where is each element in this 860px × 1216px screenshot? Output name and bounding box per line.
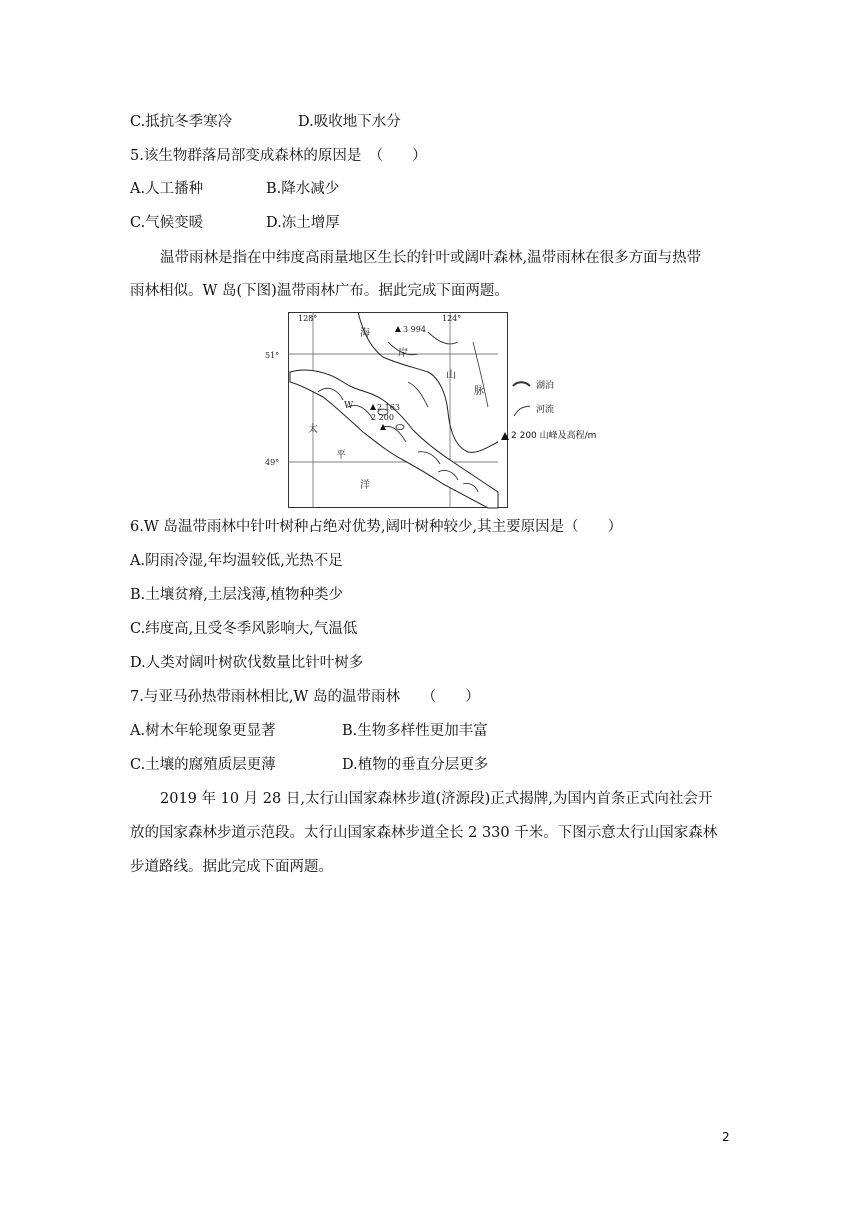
map-peak-3994: 3 994 <box>403 325 426 334</box>
legend-lake: 湖泊 <box>536 381 555 391</box>
q6-stem: 6.W 岛温带雨林中针叶树种占绝对优势,阔叶树种较少,其主要原因是（ ） <box>130 519 623 535</box>
river-legend-icon <box>512 404 532 418</box>
q5-option-c: C.气候变暖 <box>130 215 204 231</box>
map-char: 脉 <box>474 386 484 397</box>
intro-paragraph-2-line3: 步道路线。据此完成下面两题。 <box>130 859 333 875</box>
q7-option-c: C.土壤的腐殖质层更薄 <box>130 757 276 773</box>
legend-peak: 2 200 山峰及高程/m <box>511 431 597 441</box>
page-number: 2 <box>722 1130 730 1144</box>
intro-paragraph-2-line2: 放的国家森林步道示范段。太行山国家森林步道全长 2 330 千米。下图示意太行山国家森林 <box>130 825 718 841</box>
q5-stem: 5.该生物群落局部变成森林的原因是 （ ） <box>130 148 427 164</box>
q7-option-d: D.植物的垂直分层更多 <box>342 757 489 773</box>
q4-option-c: C.抵抗冬季寒冷 <box>130 114 233 130</box>
legend-river: 河流 <box>536 405 555 415</box>
q5-option-a: A.人工播种 <box>130 181 204 197</box>
intro-paragraph-2-line1: 2019 年 10 月 28 日,太行山国家森林步道(济源段)正式揭牌,为国内首条正式向社会开 <box>160 791 713 807</box>
map-char: 洋 <box>360 480 370 491</box>
q5-option-b: B.降水减少 <box>266 181 340 197</box>
map-lat-bottom: 49° <box>265 458 280 467</box>
map-char: 平 <box>336 450 346 461</box>
q5-option-d: D.冻土增厚 <box>266 215 340 231</box>
q4-option-d: D.吸收地下水分 <box>298 114 401 130</box>
q6-option-b: B.土壤贫瘠,土层浅薄,植物种类少 <box>130 587 343 603</box>
intro-paragraph-1-line2: 雨林相似。W 岛(下图)温带雨林广布。据此完成下面两题。 <box>130 283 509 299</box>
map-lat-top: 51° <box>265 351 280 360</box>
map-peak-2200-label: 2 200 <box>371 413 394 422</box>
w-island-map <box>265 312 508 508</box>
q7-option-b: B.生物多样性更加丰富 <box>342 723 488 739</box>
map-char: 海 <box>360 328 370 339</box>
lake-legend-icon <box>512 380 532 392</box>
map-lon-left: 128° <box>298 314 318 323</box>
map-char: 岸 <box>398 348 408 359</box>
map-lon-right: 124° <box>442 314 462 323</box>
map-peak-2163: 2 163 <box>377 403 400 412</box>
q6-option-c: C.纬度高,且受冬季风影响大,气温低 <box>130 621 358 637</box>
map-char: 山 <box>446 370 456 381</box>
peak-legend-icon <box>500 431 510 441</box>
q7-option-a: A.树木年轮现象更显著 <box>130 723 276 739</box>
intro-paragraph-1-line1: 温带雨林是指在中纬度高雨量地区生长的针叶或阔叶森林,温带雨林在很多方面与热带 <box>160 250 702 266</box>
q6-option-a: A.阴雨冷湿,年均温较低,光热不足 <box>130 553 343 569</box>
map-char: 太 <box>308 424 318 435</box>
map-island-w: W <box>344 401 354 411</box>
q6-option-d: D.人类对阔叶树砍伐数量比针叶树多 <box>130 655 364 671</box>
q7-stem: 7.与亚马孙热带雨林相比,W 岛的温带雨林 （ ） <box>130 689 480 705</box>
